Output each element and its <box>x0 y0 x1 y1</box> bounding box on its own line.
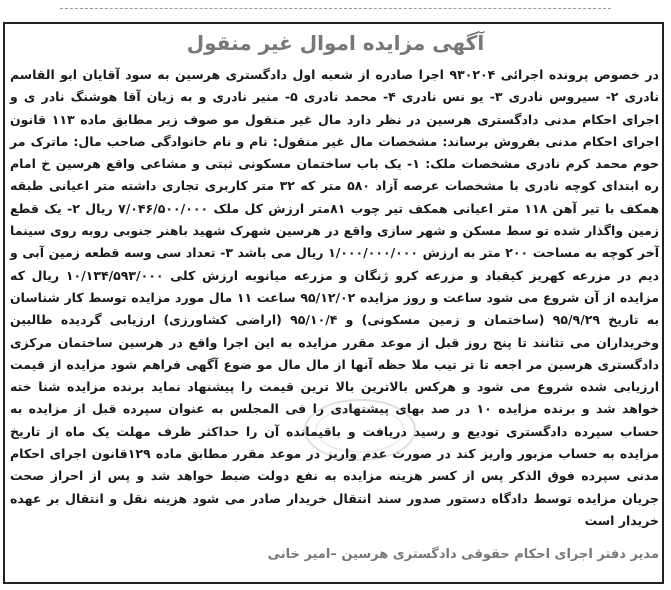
signature-line: مدیر دفتر اجرای احکام حقوقی دادگستری هرسین –امیر خانی <box>267 547 659 562</box>
notice-body: در خصوص پرونده اجرائی ۹۳۰۲۰۴ اجرا صادره از شعبه اول دادگستری هرسین به سود آقایان ابو القاسم نادری ۲- سیروس نادری ۳- یو نس نادری ۴- محمد نادری ۵- منیر نادری و به زیان آقا هوشنگ نادر ی و اجرای احکام مدنی دادگستری هرسین در نظر دارد مال غیر منقول مو صوف زیر مطابق ماده ۱۱۳ قانون اجرای احکام مدنی بفروش برساند: مشخصات مال غیر منقول: نام و نام خانوادگی صاحب مال: ماترک مر حوم محمد کرم نادری مشخصات ملک: ۱- یک باب ساختمان مسکونی ثبتی و مشاعی واقع هرسین خ امام ره ابتدای کوچه نادری با مشخصات عرصه آزاد ۵۸۰ متر که ۳۲ متر کاربری تجاری داشته متر اعیانی طبقه همکف با تیر آهن ۱۱۸ متر اعیانی همکف تیر چوب ۸۱متر ارزش کل ملک ۷/۰۴۶/۵۰۰/۰۰۰ ریال ۲- یک قطع زمین واگذار شده تو سط مسکن و شهر سازی واقع در هرسین شهرک شهید باهنر جنوبی روبه روی سینما آخر کوچه به مساحت ۲۰۰ متر به ارزش ۱/۰۰۰/۰۰۰/۰۰۰ ریال می باشد ۳- تعداد سی وسه قطعه زمین آبی و دیم در مزرعه کهریز کیقباد و مزرعه کرو ژنگان و مزرعه میانوبه ارزش کلی ۱۰/۱۳۴/۵۹۳/۰۰۰ ریال که مزایده از آن شروع می شود ساعت و روز مزایده ۹۵/۱۲/۰۲ ساعت ۱۱ مال مورد مزایده توسط کار شناسان به تاریخ ۹۵/۹/۲۹ (ساختمان و زمین مسکونی) و ۹۵/۱۰/۴ (اراضی کشاورزی) ارزیابی گردیده طالبین وخریداران می تثانند تا پنج روز قبل از موعد مقرر مزایده به این اجرا واقع در هرسین ساختمان مرکزی دادگستری هرسین مر اجعه تا تر تیب ملا حظه آنها از مال مال مو ضوع آگهی فراهم شود مزایده از قیمت ارزیابی شده شروع می شود و هرکس بالاترین بالا ترین قیمت را پیشنهاد نماید برنده مزایده شنا خته خواهد شد و برنده مزایده ۱۰ در صد بهای پیشنهادی را فی المجلس به عنوان سپرده قبل از مزایده به حساب سپرده دادگستری تودیع و رسید دریافت و باقیمانده آن را حداکثر ظرف مهلت یک ماه از تاریخ مزایده به حساب مزبور واریز کند در صورت عدم واریز در موعد مقرر مطابق ماده ۱۲۹قانون اجرای احکام مدنی سپرده فوق الذکر پس از کسر هزینه مزایده به نفع دولت ضبط خواهد شد و پس از احراز صحت جریان مزایده توسط دادگاه دستور صدور سند انتقال خریدار صادر می شود هزینه نقل و انتقال بر عهده خریدار است <box>10 67 660 528</box>
top-dashed-rule <box>60 8 611 9</box>
notice-title: آگهی مزایده اموال غیر منقول <box>186 31 485 55</box>
